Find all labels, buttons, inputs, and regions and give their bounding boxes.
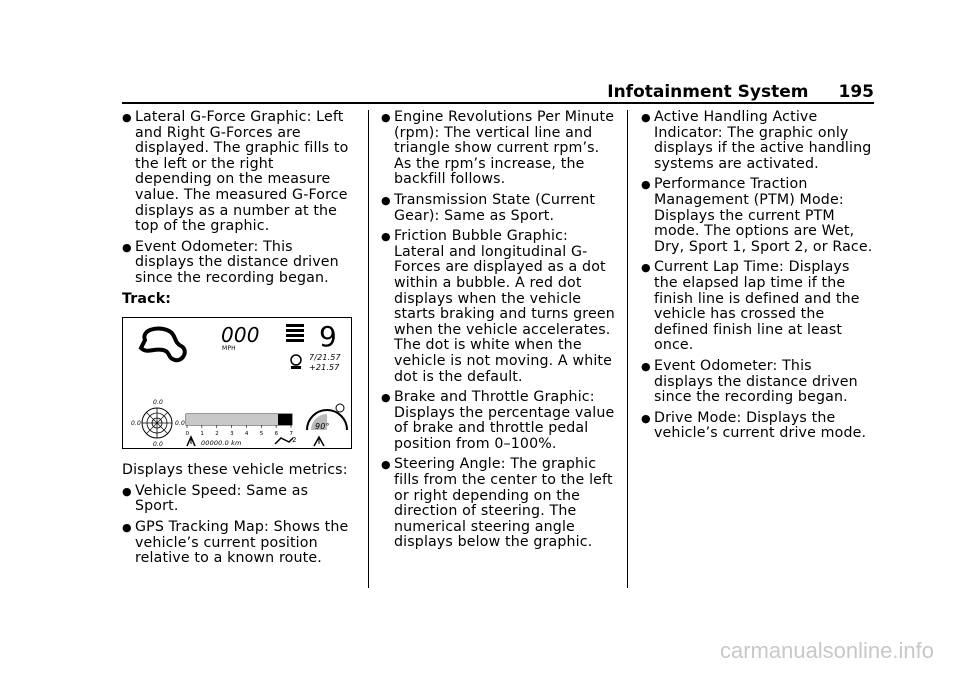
list-item: ● Performance Traction Management (PTM) Mode: Displays the current PTM mode. The options are Wet, Dry, Sport 1, Sport 2, or Race. <box>641 176 873 255</box>
road-icon <box>187 437 195 446</box>
list-item: ● Lateral G-Force Graphic: Left and Right G-Forces are displayed. The graphic fills to the left or the right depending on the measure value. The measured G-Force displays as a number at the top of the graphic. <box>122 109 349 235</box>
road-icon-right <box>314 437 324 446</box>
steering-angle-value: 90° <box>315 422 330 432</box>
track-display-figure <box>122 317 352 449</box>
g-force-bottom: 0.0 <box>153 441 163 449</box>
list-item: ● Vehicle Speed: Same as Sport. <box>122 482 309 515</box>
bullet-icon: ● <box>641 359 651 373</box>
track-map-icon <box>141 329 185 361</box>
list-item: ● Drive Mode: Displays the vehicle’s current drive mode. <box>641 409 867 442</box>
bullet-list-2 <box>381 110 615 551</box>
page-header <box>607 82 874 102</box>
lap-time: 7/21.57 <box>309 353 341 363</box>
rpm-ticks <box>186 425 294 437</box>
rpm-tick-label: 0 <box>185 431 190 438</box>
list-item: ● Active Handling Active Indicator: The graphic only displays if the active handling systems are activated. <box>641 109 872 172</box>
list-item: ● Event Odometer: This displays the distance driven since the recording began. <box>122 238 339 286</box>
rpm-tick-label: 4 <box>244 431 249 438</box>
friction-bubble-graphic <box>142 408 172 438</box>
bullet-list-1b <box>122 484 354 567</box>
bullet-icon: ● <box>641 111 651 124</box>
watermark: carmanualsonline.info <box>719 638 934 663</box>
bullet-icon: ● <box>641 261 651 275</box>
header-rule <box>122 102 874 104</box>
rpm-tick-label: 3 <box>230 431 234 438</box>
column-divider-2 <box>627 110 628 588</box>
g-force-top: 0.0 <box>153 399 163 407</box>
bullet-icon: ● <box>381 193 391 207</box>
track-heading: Track: <box>122 290 172 307</box>
bullet-icon: ● <box>641 178 651 192</box>
column-1 <box>122 110 354 572</box>
rpm-tick-label: 5 <box>259 431 264 438</box>
column-2 <box>381 110 615 556</box>
bullet-list-1 <box>122 110 354 287</box>
list-item: ● Event Odometer: This displays the distance driven since the recording began. <box>641 357 858 406</box>
bullet-icon: ● <box>122 240 132 254</box>
bullet-icon: ● <box>122 484 132 498</box>
list-item: ● Transmission State (Current Gear): Same as Sport. <box>381 191 596 224</box>
g-force-left: 0.0 <box>131 420 141 428</box>
ptm-level-icon <box>286 324 304 342</box>
bullet-icon: ● <box>381 458 391 472</box>
list-item: ● Friction Bubble Graphic: Lateral and longitudinal G-Forces are displayed as a dot within a bubble. A red dot displays when the vehicle starts braking and turns green when the vehicle accelerates. The dot is white when the vehicle is not moving. A white dot is the default. <box>381 228 615 385</box>
metrics-intro: Displays these vehicle metrics: <box>122 462 348 479</box>
list-item: ● Engine Revolutions Per Minute (rpm): The vertical line and triangle show current rpm’s. As the rpm’s increase, the backfill follows. <box>381 109 615 188</box>
section-title: Infotainment System <box>607 82 809 102</box>
list-item: ● Brake and Throttle Graphic: Displays the percentage value of brake and throttle pedal position from 0–100%. <box>381 389 615 452</box>
page-number: 195 <box>838 82 874 102</box>
ptm-mode-icon <box>275 438 293 444</box>
speed-value: 000 <box>221 323 260 348</box>
list-item: ● GPS Tracking Map: Shows the vehicle’s current position relative to a known route. <box>122 518 349 567</box>
bullet-icon: ● <box>641 411 651 425</box>
track-display-graphic <box>123 318 353 450</box>
odometer-value: 00000.0 km <box>201 439 242 448</box>
bullet-icon: ● <box>122 520 132 534</box>
list-item: ● Steering Angle: The graphic fills from the center to the left or right depending on the direction of steering. The numerical steering angle displays below the graphic. <box>381 456 613 551</box>
rpm-tick-label: 7 <box>289 431 294 438</box>
rpm-bar <box>186 414 292 425</box>
column-divider-1 <box>368 110 369 588</box>
gear-value: 9 <box>319 320 337 354</box>
column-3 <box>641 110 874 447</box>
rpm-tick-label: 6 <box>274 431 279 438</box>
speed-unit: MPH <box>222 345 236 353</box>
rpm-tick-label: 2 <box>215 431 219 438</box>
ptm-mode-value: 2 <box>292 436 297 445</box>
lap-delta: +21.57 <box>309 363 340 373</box>
lap-timer-icon <box>291 355 301 369</box>
g-force-right: 0.0 <box>175 420 185 428</box>
list-item: ● Current Lap Time: Displays the elapsed lap time if the finish line is defined and the vehicle has crossed the defined finish line at least once. <box>641 259 860 354</box>
bullet-icon: ● <box>381 391 391 405</box>
bullet-icon: ● <box>381 230 391 244</box>
rpm-tick-label: 1 <box>200 431 205 438</box>
bullet-list-3 <box>641 110 874 442</box>
bullet-icon: ● <box>381 111 391 124</box>
bullet-icon: ● <box>122 111 132 124</box>
